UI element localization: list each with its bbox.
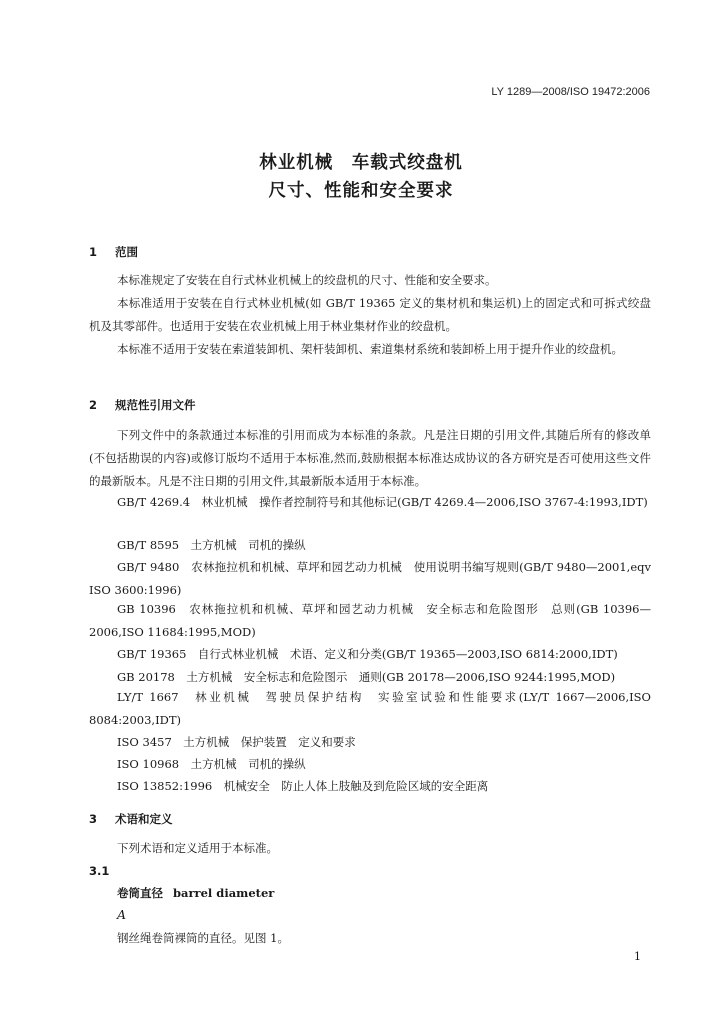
term-symbol: A bbox=[117, 907, 127, 922]
scope-paragraph-1: 本标准规定了安装在自行式林业机械上的绞盘机的尺寸、性能和安全要求。 bbox=[117, 273, 497, 287]
section-title: 范围 bbox=[115, 245, 138, 259]
reference-item: GB/T 4269.4 林业机械 操作者控制符号和其他标记(GB/T 4269.4—2006,ISO 3767-4:1993,IDT) bbox=[117, 495, 648, 509]
term-chinese: 卷筒直径 bbox=[117, 886, 163, 900]
reference-item: GB/T 9480 农林拖拉机和机械、草坪和园艺动力机械 使用说明书编写规则(GB/T 9480—2001,eqv ISO 3600:1996) bbox=[89, 560, 651, 597]
term-definition: 钢丝绳卷筒裸筒的直径。见图 1。 bbox=[117, 931, 289, 945]
terms-intro-paragraph: 下列术语和定义适用于本标准。 bbox=[117, 841, 278, 855]
section-title: 规范性引用文件 bbox=[115, 398, 196, 412]
section-number: 3 bbox=[89, 812, 98, 826]
reference-item: GB/T 19365 自行式林业机械 术语、定义和分类(GB/T 19365—2003,ISO 6814:2000,IDT) bbox=[117, 647, 618, 661]
section-heading-terms-definitions bbox=[89, 811, 173, 827]
section-number: 1 bbox=[89, 245, 98, 259]
reference-item: ISO 13852:1996 机械安全 防止人体上肢触及到危险区域的安全距离 bbox=[117, 779, 489, 793]
reference-item: LY/T 1667 林业机械 驾驶员保护结构 实验室试验和性能要求(LY/T 1667—2006,ISO 8084:2003,IDT) bbox=[89, 690, 651, 727]
reference-item: ISO 10968 土方机械 司机的操纵 bbox=[117, 757, 306, 771]
term-heading bbox=[117, 885, 274, 901]
reference-item: GB 10396 农林拖拉机和机械、草坪和园艺动力机械 安全标志和危险图形 总则(GB 10396—2006,ISO 11684:1995,MOD) bbox=[89, 602, 651, 639]
document-title-line-1: 林业机械 车载式绞盘机 bbox=[259, 153, 463, 173]
document-title-line-2: 尺寸、性能和安全要求 bbox=[268, 181, 454, 201]
scope-paragraph-2: 本标准适用于安装在自行式林业机械(如 GB/T 19365 定义的集材机和集运机)上的固定式和可拆式绞盘机及其零部件。也适用于安装在农业机械上用于林业集材作业的绞盘机。 bbox=[89, 296, 651, 333]
section-number: 2 bbox=[89, 398, 98, 412]
section-heading-scope bbox=[89, 244, 138, 260]
page-number: 1 bbox=[634, 950, 641, 963]
reference-item: GB/T 8595 土方机械 司机的操纵 bbox=[117, 538, 306, 552]
section-title: 术语和定义 bbox=[115, 812, 173, 826]
standard-code: LY 1289—2008/ISO 19472:2006 bbox=[491, 86, 650, 98]
reference-item: GB 20178 土方机械 安全标志和危险图示 通则(GB 20178—2006,ISO 9244:1995,MOD) bbox=[117, 670, 616, 684]
references-intro-paragraph: 下列文件中的条款通过本标准的引用而成为本标准的条款。凡是注日期的引用文件,其随后所有的修改单(不包括勘误的内容)或修订版均不适用于本标准,然而,鼓励根据本标准达成协议的各方研究是否可使用这些文件的最新版本。凡是不注日期的引用文件,其最新版本适用于本标准。 bbox=[89, 428, 651, 488]
scope-paragraph-3: 本标准不适用于安装在索道装卸机、架杆装卸机、索道集材系统和装卸桥上用于提升作业的绞盘机。 bbox=[117, 342, 623, 356]
reference-item: ISO 3457 土方机械 保护装置 定义和要求 bbox=[117, 735, 356, 749]
term-english: barrel diameter bbox=[173, 886, 275, 900]
term-number: 3.1 bbox=[89, 864, 110, 878]
section-heading-normative-references bbox=[89, 397, 196, 413]
